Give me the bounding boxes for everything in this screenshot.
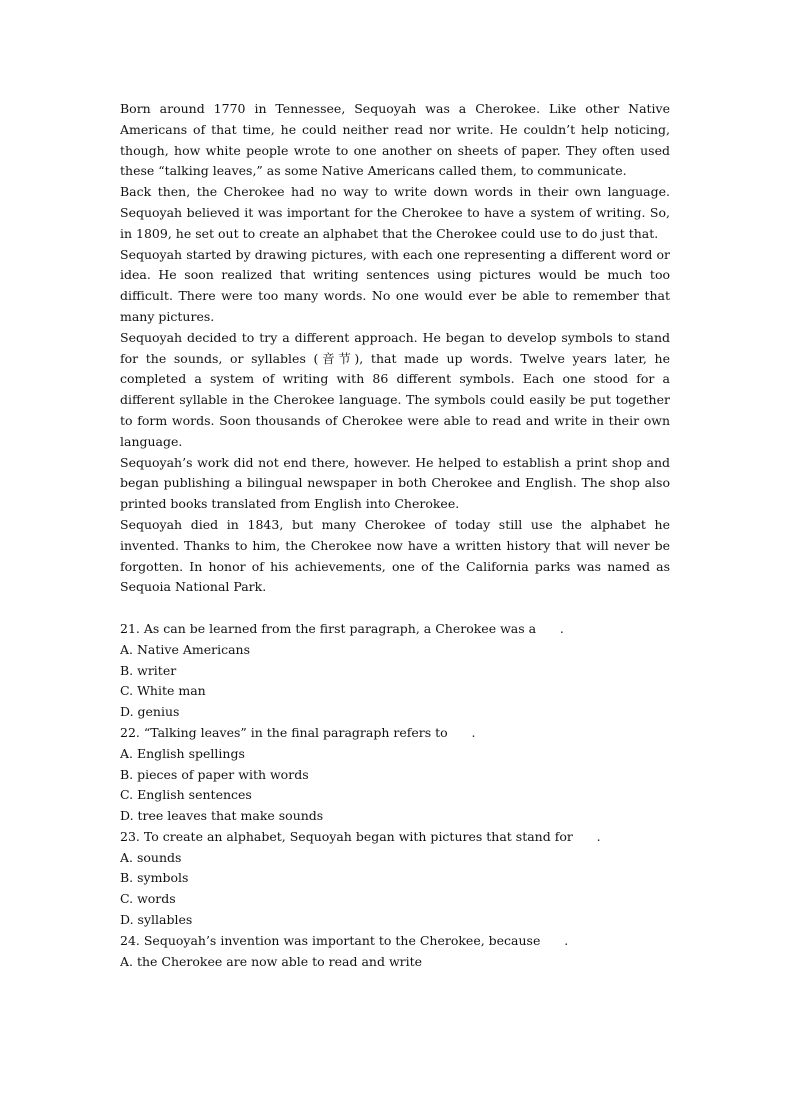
option-b: B. pieces of paper with words	[120, 766, 309, 782]
option-d: D. genius	[120, 704, 180, 720]
question-23	[120, 827, 670, 931]
passage-paragraph-1: Born around 1770 in Tennessee, Sequoyah was a Cherokee. Like other Native Americans of that time, he could neither read nor write. He couldn’t help noticing, though, how white people wrote to one another on sheets of paper. They often used these “talking leaves,” as some Native Americans called them, to communicate.	[120, 101, 670, 179]
question-24	[120, 931, 670, 973]
option-c: C. White man	[120, 683, 206, 699]
question-22	[120, 723, 670, 827]
reading-passage	[120, 99, 670, 598]
passage-paragraph-3: Sequoyah started by drawing pictures, with each one representing a different word or idea. He soon realized that writing sentences using pictures would be much too difficult. There were too many words. No one would ever be able to remember that many pictures.	[120, 246, 670, 324]
question-stem: 21. As can be learned from the first paragraph, a Cherokee was a .	[120, 620, 564, 636]
question-21	[120, 619, 670, 723]
passage-paragraph-4: Sequoyah decided to try a different approach. He began to develop symbols to stand for the sounds, or syllables (音节), that made up words. Twelve years later, he completed a system of writing with 86 different symbols. Each one stood for a different syllable in the Cherokee language. The symbols could easily be put together to form words. Soon thousands of Cherokee were able to read and write in their own language.	[120, 329, 670, 449]
question-stem: 22. “Talking leaves” in the final paragraph refers to .	[120, 724, 476, 740]
passage-paragraph-2: Back then, the Cherokee had no way to write down words in their own language. Sequoyah believed it was important for the Cherokee to have a system of writing. So, in 1809, he set out to create an alphabet that the Cherokee could use to do just that.	[120, 184, 670, 241]
option-b: B. symbols	[120, 870, 189, 886]
option-a: A. the Cherokee are now able to read and write	[120, 953, 423, 969]
passage-paragraph-5: Sequoyah’s work did not end there, however. He helped to establish a print shop and began publishing a bilingual newspaper in both Cherokee and English. The shop also printed books translated from English into Cherokee.	[120, 454, 670, 512]
option-b: B. writer	[120, 662, 177, 678]
option-d: D. tree leaves that make sounds	[120, 808, 324, 824]
passage-paragraph-6: Sequoyah died in 1843, but many Cherokee of today still use the alphabet he invented. Thanks to him, the Cherokee now have a written history that will never be forgotten. In honor of his achievements, one of the California parks was named as Sequoia National Park.	[120, 516, 670, 595]
option-c: C. words	[120, 891, 176, 907]
option-a: A. Native Americans	[120, 641, 250, 657]
question-list	[120, 619, 670, 973]
option-d: D. syllables	[120, 912, 193, 928]
option-c: C. English sentences	[120, 787, 252, 803]
option-a: A. English spellings	[120, 745, 245, 761]
document-page	[120, 99, 670, 972]
section-spacer	[120, 598, 670, 619]
question-stem: 23. To create an alphabet, Sequoyah began with pictures that stand for .	[120, 828, 601, 844]
question-stem: 24. Sequoyah’s invention was important to the Cherokee, because .	[120, 932, 569, 948]
option-a: A. sounds	[120, 849, 182, 865]
